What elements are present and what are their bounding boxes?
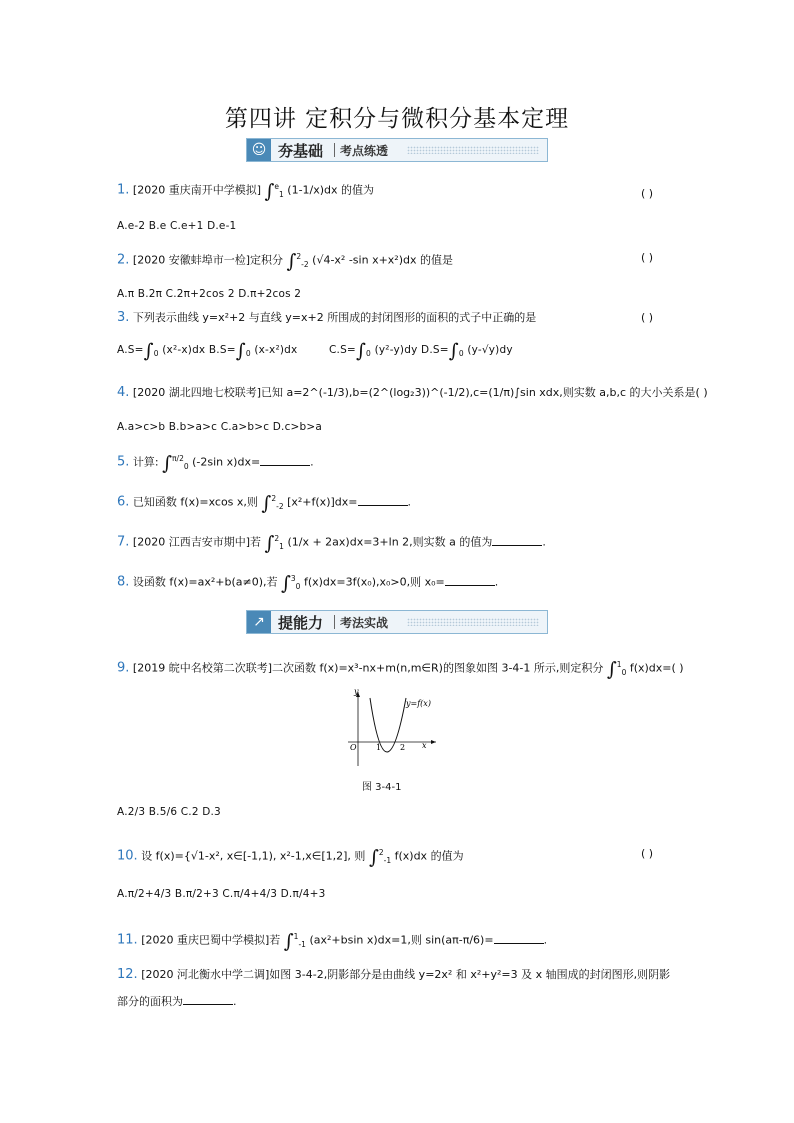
question-text: [2020 重庆巴蜀中学模拟]若 — [141, 933, 281, 947]
integral-sign: ∫ — [143, 340, 154, 362]
integral-sign: ∫ — [606, 658, 617, 681]
section-tag: 考点练透 — [340, 144, 389, 158]
figure-caption: 图 3-4-1 — [362, 782, 402, 793]
answer-blank[interactable] — [494, 934, 544, 944]
question-number: 12. — [117, 967, 138, 982]
question-1-options: A.e-2 B.e C.e+1 D.e-1 — [117, 220, 237, 232]
dotted-pattern — [407, 618, 539, 626]
question-number: 3. — [117, 310, 130, 325]
question-expr: f(x)dx=3f(x₀),x₀>0,则 x₀= — [303, 575, 445, 589]
origin-label: O — [350, 743, 357, 752]
question-text: 设函数 f(x)=ax²+b(a≠0),若 — [132, 575, 278, 589]
question-expr: (1-1/x)dx 的值为 — [287, 183, 375, 197]
question-expr: (ax²+bsin x)dx=1,则 sin(aπ-π/6)= — [309, 933, 494, 947]
option-a: A.S= — [117, 344, 144, 356]
answer-paren: ( ) — [641, 311, 654, 324]
lower-limit: 0 — [621, 667, 627, 677]
question-text: 设 f(x)={√1-x², x∈[-1,1), x²-1,x∈[1,2], 则 — [141, 849, 366, 863]
option-b: (x²-x)dx B.S= — [162, 344, 236, 356]
upper-limit: 3 — [290, 574, 296, 583]
upper-limit: 2 — [378, 848, 384, 857]
upper-limit: 2 — [274, 534, 280, 543]
question-expr: (√4-x² -sin x+x²)dx 的值是 — [312, 253, 453, 267]
question-1 — [117, 180, 374, 202]
answer-blank[interactable] — [492, 536, 542, 546]
curve-label: y=f(x) — [406, 699, 431, 708]
question-number: 7. — [117, 534, 130, 550]
divider — [334, 143, 335, 157]
question-10-options: A.π/2+4/3 B.π/2+3 C.π/4+4/3 D.π/4+3 — [117, 888, 326, 900]
integral-sign: ∫ — [368, 846, 379, 869]
question-3 — [117, 311, 536, 325]
section-tag: 考法实战 — [340, 616, 389, 630]
question-number: 8. — [117, 574, 130, 590]
option-d: (y²-y)dy D.S= — [374, 344, 449, 356]
question-number: 6. — [117, 494, 130, 510]
question-expr: [x²+f(x)]dx= — [287, 495, 358, 509]
integral-sign: ∫ — [448, 340, 459, 362]
upper-limit: 2 — [271, 494, 277, 503]
answer-paren: ( ) — [641, 847, 654, 860]
lower-limit: 0 — [183, 461, 189, 471]
question-7: 7. [2020 江西吉安市期中]若 ∫$^2_1$ (1/x + 2ax)dx=3+ln 2,则实数 a 的值为 . — [117, 532, 546, 555]
lower-limit: 1 — [279, 189, 284, 199]
upper-limit: 2 — [296, 252, 302, 261]
question-number: 4. — [117, 385, 130, 400]
question-expr: (1/x + 2ax)dx=3+ln 2,则实数 a 的值为 — [287, 535, 493, 549]
question-9 — [117, 658, 684, 680]
integral-sign: ∫ — [280, 572, 291, 595]
question-2 — [117, 250, 453, 272]
question-10 — [117, 846, 464, 868]
question-expr: f(x)dx 的值为 — [394, 849, 464, 863]
question-12 — [117, 968, 670, 982]
question-8: 8. 设函数 f(x)=ax²+b(a≠0),若 ∫$^3_0$ f(x)dx=3f(x₀),x₀>0,则 x₀= . — [117, 572, 499, 595]
page-title: 第四讲 定积分与微积分基本定理 — [224, 106, 570, 132]
question-5: 5. 计算: ∫$^{\pi/2}_0$ (-2sin x)dx= . — [117, 452, 314, 475]
y-label: y — [354, 687, 359, 696]
question-3-options: $A.S=\int_0$ (x²-x)dx $B.S=\int_0$ (x-x²)dx $C.S=\int_0$ (y²-y)dy $D.S=\int_0$ (y-√y)dy — [117, 340, 513, 362]
question-number: 1. — [117, 182, 130, 198]
question-9-options: A.2/3 B.5/6 C.2 D.3 — [117, 806, 221, 818]
upper-limit: 1 — [616, 660, 622, 669]
question-text: 下列表示曲线 y=x²+2 与直线 y=x+2 所围成的封闭图形的面积的式子中正确的是 — [132, 311, 537, 324]
question-text: [2020 湖北四地七校联考]已知 a=2^(-1/3),b=(2^(log₂3))^(-1/2),c=(1/π)∫sin xdx,则实数 a,b,c 的大小关系是( ) — [132, 386, 708, 399]
lower-limit: -2 — [276, 501, 284, 511]
question-number: 10. — [117, 848, 138, 864]
question-text: 计算: — [132, 455, 159, 469]
lower-limit: 0 — [295, 581, 301, 591]
answer-blank[interactable] — [445, 576, 495, 586]
question-2-options: A.π B.2π C.2π+2cos 2 D.π+2cos 2 — [117, 288, 302, 300]
answer-paren: ( ) — [641, 251, 654, 264]
tick-2: 2 — [400, 743, 406, 752]
question-source: [2020 重庆南开中学模拟] — [132, 183, 261, 197]
upper-limit: e — [274, 182, 280, 191]
question-text: 已知函数 f(x)=xcos x,则 — [132, 495, 258, 509]
question-text: [2019 皖中名校第二次联考]二次函数 f(x)=x³-nx+m(n,m∈R)的图象如图 3-4-1 所示,则定积分 — [132, 661, 604, 675]
leaf-icon: ☺ — [247, 139, 271, 161]
upper-limit: π/2 — [172, 454, 184, 463]
lower-limit: -2 — [301, 259, 309, 269]
question-4-options: A.a>c>b B.b>a>c C.a>b>c D.c>b>a — [117, 421, 323, 433]
integral-sign: ∫ — [235, 340, 246, 362]
option-b-expr: (x-x²)dx — [254, 344, 298, 356]
section-name: 夯基础 — [278, 142, 324, 160]
question-number: 11. — [117, 932, 138, 948]
answer-blank[interactable] — [183, 995, 233, 1005]
question-4 — [117, 386, 708, 400]
answer-blank[interactable] — [358, 496, 408, 506]
answer-paren: ( ) — [641, 187, 654, 200]
integral-sign: ∫ — [261, 492, 272, 515]
x-axis-arrow-icon — [431, 740, 436, 744]
lower-limit: -1 — [383, 855, 392, 865]
lower-limit: 1 — [279, 541, 284, 551]
question-6: 6. 已知函数 f(x)=xcos x,则 ∫$^2_{-2}$ [x²+f(x)]dx= . — [117, 492, 411, 515]
lower-limit: -1 — [298, 939, 306, 949]
question-number: 5. — [117, 454, 130, 470]
question-number: 2. — [117, 252, 130, 268]
question-source: [2020 安徽蚌埠市一检]定积分 — [132, 253, 283, 267]
question-text: 部分的面积为 — [117, 995, 183, 1008]
option-d-expr: (y-√y)dy — [467, 344, 513, 356]
section-banner-advanced — [246, 610, 548, 634]
question-expr: (-2sin x)dx= — [192, 455, 261, 469]
integral-sign: ∫ — [264, 532, 275, 555]
answer-blank[interactable] — [260, 456, 310, 466]
section-name: 提能力 — [278, 614, 324, 632]
option-c: C.S= — [329, 344, 356, 356]
integral-sign: ∫ — [283, 930, 294, 953]
integral-sign: ∫ — [264, 180, 275, 203]
figure-parabola — [340, 686, 440, 770]
question-number: 9. — [117, 660, 130, 676]
upper-limit: 1 — [293, 932, 299, 941]
question-11: 11. [2020 重庆巴蜀中学模拟]若 ∫$^1_{-1}$ (ax²+bsin x)dx=1,则 sin(aπ-π/6)= . — [117, 930, 548, 953]
x-label: x — [422, 741, 427, 750]
question-expr: f(x)dx=( ) — [629, 661, 684, 675]
integral-sign: ∫ — [162, 452, 173, 475]
integral-sign: ∫ — [286, 250, 297, 273]
tick-1: 1 — [376, 743, 382, 752]
question-12-cont: 部分的面积为 . — [117, 995, 237, 1008]
divider — [334, 615, 335, 629]
question-text: [2020 江西吉安市期中]若 — [132, 535, 261, 549]
integral-sign: ∫ — [355, 340, 367, 362]
question-text: [2020 河北衡水中学二调]如图 3-4-2,阴影部分是由曲线 y=2x² 和 x²+y²=3 及 x 轴围成的封闭图形,则阴影 — [141, 968, 671, 981]
section-banner-basic — [246, 138, 548, 162]
dotted-pattern — [407, 146, 539, 154]
chart-icon: ↗ — [247, 611, 271, 633]
